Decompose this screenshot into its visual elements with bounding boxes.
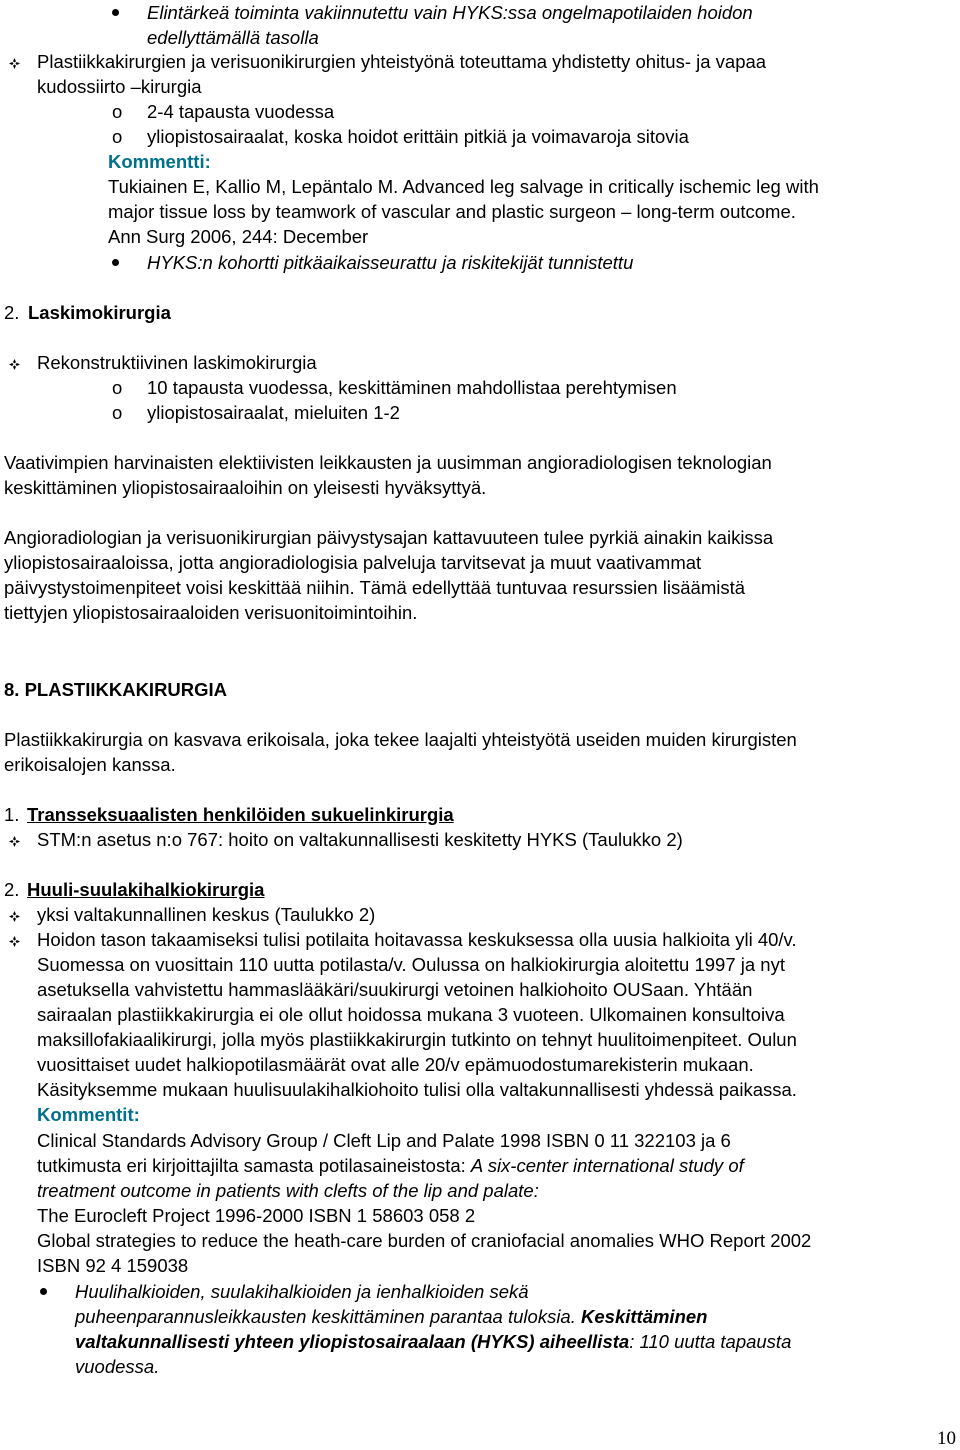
final-bullet-line-3 bbox=[75, 1329, 791, 1354]
final-bullet-italic: : 110 uutta tapausta bbox=[629, 1331, 792, 1352]
paragraph-line: Angioradiologian ja verisuonikirurgian päivystysajan kattavuuteen tulee pyrkiä ainakin kaikissa bbox=[4, 527, 774, 548]
subsection-number: 2. bbox=[4, 879, 20, 900]
section2-item: Rekonstruktiivinen laskimokirurgia bbox=[37, 352, 317, 373]
section2-sub-1: 10 tapausta vuodessa, keskittäminen mahdollistaa perehtymisen bbox=[147, 377, 677, 398]
section2-sub-2: yliopistosairaalat, mieluiten 1-2 bbox=[147, 402, 400, 423]
plastic-vascular-sub-2: yliopistosairaalat, koska hoidot erittäin pitkiä ja voimavaroja sitovia bbox=[147, 126, 689, 147]
reference-line: Global strategies to reduce the heath-care burden of craniofacial anomalies WHO Report 2002 bbox=[37, 1230, 812, 1251]
diamond-bullet-icon bbox=[9, 836, 20, 847]
sub1-item: STM:n asetus n:o 767: hoito on valtakunnallisesti keskitetty HYKS (Taulukko 2) bbox=[37, 829, 683, 850]
subsection-number: 1. bbox=[4, 804, 20, 825]
sub2-item-2-line: sairaalan plastiikkakirurgia ei ole ollut hoidossa mukana 3 vuoteen. Ulkomainen konsultoiva bbox=[37, 1004, 785, 1025]
reference-line bbox=[37, 1153, 744, 1178]
sub2-item-2-line: Käsityksemme mukaan huulisuulakihalkiohoito tulisi olla valtakunnallisesti yhdessä paikassa. bbox=[37, 1079, 797, 1100]
reference-line: treatment outcome in patients with clefts of the lip and palate: bbox=[37, 1180, 539, 1201]
comment-label: Kommentit: bbox=[37, 1104, 140, 1125]
sub2-item-2-line: maksillofakiaalikirurgi, jolla myös plastiikkakirurgin tutkinto on tehnyt huulitoimenpiteet. Oulun bbox=[37, 1029, 797, 1050]
sub-marker: o bbox=[112, 101, 123, 122]
plastic-vascular-sub-1: 2-4 tapausta vuodessa bbox=[147, 101, 335, 122]
top-bullet-line-1: Elintärkeä toiminta vakiinnutettu vain HYKS:ssa ongelmapotilaiden hoidon bbox=[147, 2, 753, 23]
subsection-title: Huuli-suulakihalkiokirurgia bbox=[27, 879, 265, 900]
paragraph-line: Vaativimpien harvinaisten elektiivisten leikkausten ja uusimman angioradiologisen teknologian bbox=[4, 452, 772, 473]
final-bullet-italic: puheenparannusleikkausten keskittäminen parantaa tuloksia. bbox=[75, 1306, 581, 1327]
final-bullet-line-2 bbox=[75, 1304, 707, 1329]
bullet-dot bbox=[40, 1288, 47, 1295]
subsection-title: Transseksuaalisten henkilöiden sukuelinkirurgia bbox=[27, 804, 454, 825]
plastic-vascular-line-1: Plastiikkakirurgien ja verisuonikirurgien yhteistyönä toteuttama yhdistetty ohitus- ja vapaa bbox=[37, 51, 767, 72]
paragraph-line: erikoisalojen kanssa. bbox=[4, 754, 176, 775]
sub2-item-2-line: Hoidon tason takaamiseksi tulisi potilaita hoitavassa keskuksessa olla uusia halkioita yli 40/v. bbox=[37, 929, 797, 950]
sub-marker: o bbox=[112, 126, 123, 147]
reference-line-1: Tukiainen E, Kallio M, Lepäntalo M. Advanced leg salvage in critically ischemic leg with bbox=[108, 176, 819, 197]
reference-line: Clinical Standards Advisory Group / Cleft Lip and Palate 1998 ISBN 0 11 322103 ja 6 bbox=[37, 1130, 731, 1151]
reference-line-2: major tissue loss by teamwork of vascular and plastic surgeon – long-term outcome. bbox=[108, 201, 796, 222]
page-number: 10 bbox=[937, 1428, 956, 1449]
paragraph-line: päivystystoimenpiteet voisi keskittää niihin. Tämä edellyttää tuntuvaa resurssien lisäämistä bbox=[4, 577, 746, 598]
reference-line: ISBN 92 4 159038 bbox=[37, 1255, 189, 1276]
sub-marker: o bbox=[112, 402, 123, 423]
reference-italic: A six-center international study of bbox=[470, 1155, 744, 1176]
diamond-bullet-icon bbox=[9, 359, 20, 370]
diamond-bullet-icon bbox=[9, 936, 20, 947]
reference-line: The Eurocleft Project 1996-2000 ISBN 1 58603 058 2 bbox=[37, 1205, 476, 1226]
section-title: Laskimokirurgia bbox=[28, 302, 171, 323]
sub2-item-2-line: vuosittaiset uudet halkiopotilasmäärät ovat alle 20/v epämuodostumarekisterin mukaan. bbox=[37, 1054, 754, 1075]
cohort-bullet: HYKS:n kohortti pitkäaikaisseurattu ja riskitekijät tunnistettu bbox=[147, 252, 634, 273]
sub2-item-2-line: asetuksella vahvistettu hammaslääkäri/suukirurgi vetoinen halkiohoito OUSaan. Yhtään bbox=[37, 979, 753, 1000]
final-bullet-line-1: Huulihalkioiden, suulakihalkioiden ja ienhalkioiden sekä bbox=[75, 1281, 529, 1302]
sub-marker: o bbox=[112, 377, 123, 398]
paragraph-line: tiettyjen yliopistosairaaloiden verisuonitoimintoihin. bbox=[4, 602, 418, 623]
reference-plain: tutkimusta eri kirjoittajilta samasta potilasaineistosta: bbox=[37, 1155, 471, 1176]
final-bullet-bold: valtakunnallisesti yhteen yliopistosairaalaan (HYKS) aiheellista bbox=[75, 1331, 630, 1352]
paragraph-line: Plastiikkakirurgia on kasvava erikoisala, joka tekee laajalti yhteistyötä useiden muiden kirurgisten bbox=[4, 729, 797, 750]
diamond-bullet-icon bbox=[9, 911, 20, 922]
reference-line-3: Ann Surg 2006, 244: December bbox=[108, 226, 369, 247]
top-bullet-line-2: edellyttämällä tasolla bbox=[147, 27, 319, 48]
paragraph-line: keskittäminen yliopistosairaaloihin on yleisesti hyväksyttyä. bbox=[4, 477, 487, 498]
diamond-bullet-icon bbox=[9, 58, 20, 69]
sub2-item-1: yksi valtakunnallinen keskus (Taulukko 2) bbox=[37, 904, 376, 925]
final-bullet-line-4: vuodessa. bbox=[75, 1356, 160, 1377]
final-bullet-bold: Keskittäminen bbox=[581, 1306, 708, 1327]
plastic-vascular-line-2: kudossiirto –kirurgia bbox=[37, 76, 202, 97]
section-number: 2. bbox=[4, 302, 20, 323]
bullet-dot bbox=[112, 259, 119, 266]
sub2-item-2-line: Suomessa on vuosittain 110 uutta potilasta/v. Oulussa on halkiokirurgia aloitettu 1997 ja nyt bbox=[37, 954, 785, 975]
paragraph-line: yliopistosairaaloissa, jotta angioradiologisia palveluja tarvitsevat ja muut vaativammat bbox=[4, 552, 702, 573]
chapter-heading: 8. PLASTIIKKAKIRURGIA bbox=[4, 679, 228, 700]
bullet-dot bbox=[112, 9, 119, 16]
comment-label: Kommentti: bbox=[108, 151, 211, 172]
